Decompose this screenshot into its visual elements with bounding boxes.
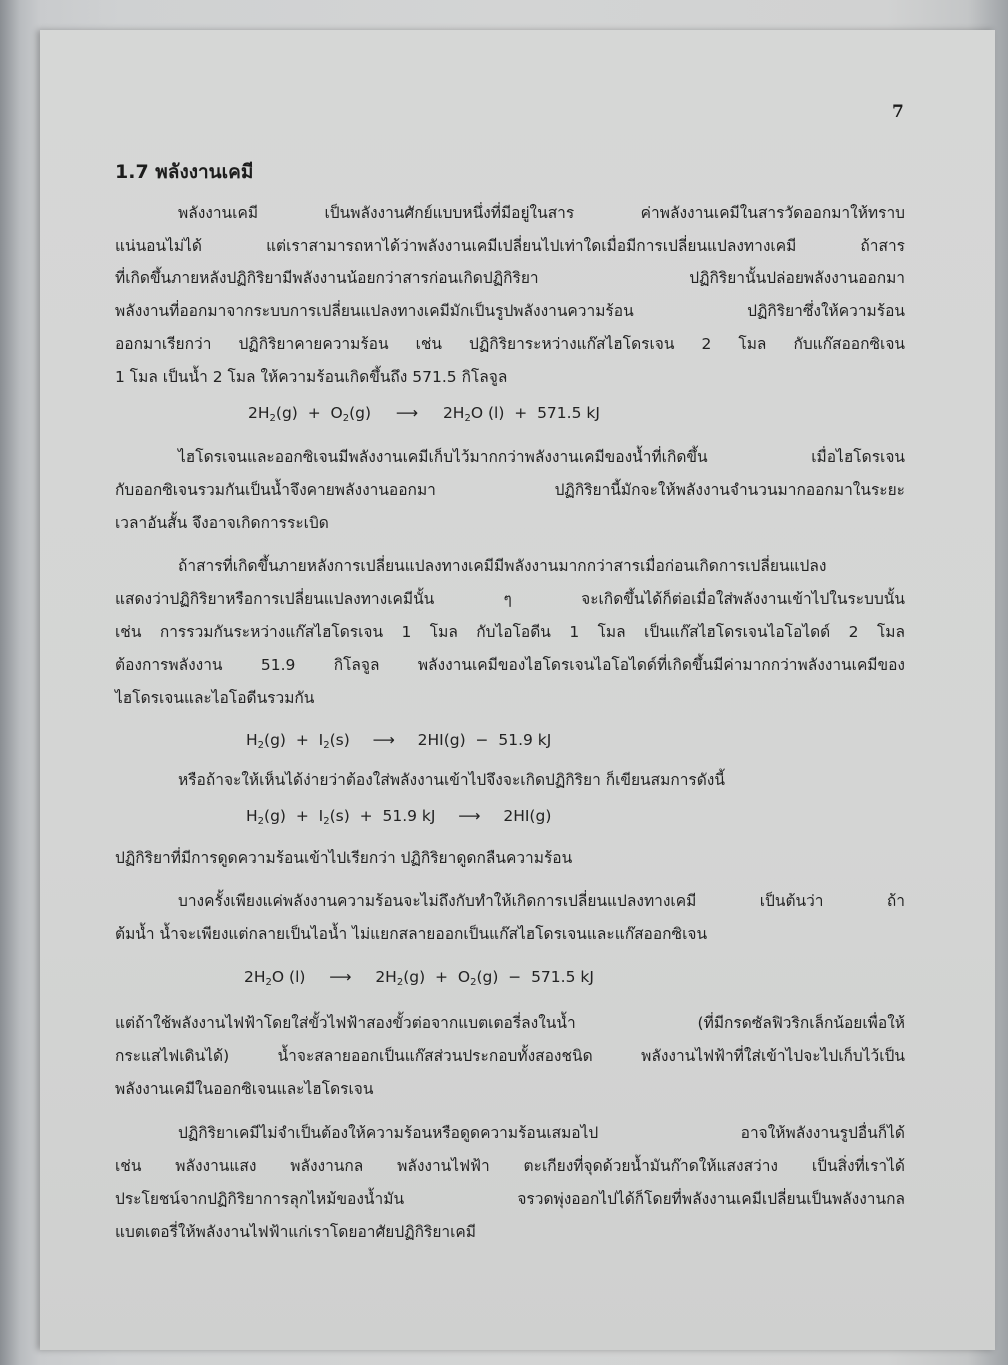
paragraph-line: เช่น พลังงานแสง พลังงานกล พลังงานไฟฟ้า ตะเกียงที่จุดด้วยน้ำมันก๊าดให้แสงสว่าง เป็นสิ่งที่เราได้ <box>115 1157 905 1175</box>
paragraph-line: กับออกซิเจนรวมกันเป็นน้ำจึงคายพลังงานออกมา ปฏิกิริยานี้มักจะให้พลังงานจำนวนมากออกมาในระยะ <box>115 481 905 499</box>
paragraph-line: แบตเตอรี่ให้พลังงานไฟฟ้าแก่เราโดยอาศัยปฏิกิริยาเคมี <box>115 1223 477 1241</box>
page-number: 7 <box>892 102 904 122</box>
paragraph-line: ต้มน้ำ น้ำจะเพียงแต่กลายเป็นไอน้ำ ไม่แยกสลายออกเป็นแก๊สไฮโดรเจนและแก๊สออกซิเจน <box>115 925 708 943</box>
paragraph-line: แต่ถ้าใช้พลังงานไฟฟ้าโดยใส่ขั้วไฟฟ้าสองขั้วต่อจากแบตเตอรี่ลงในน้ำ (ที่มีกรดซัลฟิวริกเล็กน้อยเพื่อให้ <box>115 1014 905 1032</box>
reaction-arrow-icon: ⟶ <box>395 404 419 422</box>
paragraph-line: ไฮโดรเจนและออกซิเจนมีพลังงานเคมีเก็บไว้มากกว่าพลังงานเคมีของน้ำที่เกิดขึ้น เมื่อไฮโดรเจน <box>178 448 905 466</box>
paragraph-line: ไฮโดรเจนและไอโอดีนรวมกัน <box>115 689 315 707</box>
paragraph-line: ปฏิกิริยาเคมีไม่จำเป็นต้องให้ความร้อนหรือดูดความร้อนเสมอไป อาจให้พลังงานรูปอื่นก็ได้ <box>178 1124 905 1142</box>
paragraph-line: พลังงานเคมี เป็นพลังงานศักย์แบบหนึ่งที่มีอยู่ในสาร ค่าพลังงานเคมีในสารวัดออกมาให้ทราบ <box>178 204 905 222</box>
paragraph-line: บางครั้งเพียงแค่พลังงานความร้อนจะไม่ถึงกับทำให้เกิดการเปลี่ยนแปลงทางเคมี เป็นต้นว่า ถ้า <box>178 892 905 910</box>
paragraph-line: แน่นอนไม่ได้ แต่เราสามารถหาได้ว่าพลังงานเคมีเปลี่ยนไปเท่าใดเมื่อมีการเปลี่ยนแปลงทางเคมี ถ้าสาร <box>115 237 905 255</box>
paragraph-line: แสดงว่าปฏิกิริยาหรือการเปลี่ยนแปลงทางเคมีนั้น ๆ จะเกิดขึ้นได้ก็ต่อเมื่อใส่พลังงานเข้าไปในระบบนั้น <box>115 590 905 608</box>
paragraph-line: ออกมาเรียกว่า ปฏิกิริยาคายความร้อน เช่น ปฏิกิริยาระหว่างแก๊สไฮโดรเจน 2 โมล กับแก๊สออกซิเจน <box>115 335 905 353</box>
equation-hi-energy-input: $H_2(g) + I_2(s) + 51.9$ kJ ⟶ 2HI(g) <box>246 807 552 827</box>
paragraph-line: ถ้าสารที่เกิดขึ้นภายหลังการเปลี่ยนแปลงทางเคมีมีพลังงานมากกว่าสารเมื่อก่อนเกิดการเปลี่ยนแปลง <box>178 557 827 575</box>
paragraph-line: เช่น การรวมกันระหว่างแก๊สไฮโดรเจน 1 โมล กับไอโอดีน 1 โมล เป็นแก๊สไฮโดรเจนไอโอไดด์ 2 โมล <box>115 623 905 641</box>
reaction-arrow-icon: ⟶ <box>329 968 352 986</box>
paragraph-line: พลังงานที่ออกมาจากระบบการเปลี่ยนแปลงทางเคมีมักเป็นรูปพลังงานความร้อน ปฏิกิริยาซึ่งให้ความร้อน <box>115 302 905 320</box>
paragraph-line: หรือถ้าจะให้เห็นได้ง่ายว่าต้องใส่พลังงานเข้าไปจึงจะเกิดปฏิกิริยา ก็เขียนสมการดังนี้ <box>178 771 725 789</box>
reaction-arrow-icon: ⟶ <box>372 731 395 749</box>
paragraph-line: ต้องการพลังงาน 51.9 กิโลจูล พลังงานเคมีของไฮโดรเจนไอโอไดด์ที่เกิดขึ้นมีค่ามากกว่าพลังงานเคมีของ <box>115 656 905 674</box>
equation-hi-formation: $H_2(g) + I_2(s)$ ⟶ 2HI(g) − 51.9 kJ <box>246 731 552 751</box>
paragraph-line: 1 โมล เป็นน้ำ 2 โมล ให้ความร้อนเกิดขึ้นถึง 571.5 กิโลจูล <box>115 368 508 386</box>
reaction-arrow-icon: ⟶ <box>458 807 481 825</box>
paragraph-line: กระแสไฟเดินได้) น้ำจะสลายออกเป็นแก๊สส่วนประกอบทั้งสองชนิด พลังงานไฟฟ้าที่ใส่เข้าไปจะไปเก็บไว้เป็น <box>115 1047 905 1065</box>
section-heading: 1.7 พลังงานเคมี <box>115 161 254 183</box>
equation-water-decomposition: $2H_2O$ (l) ⟶ $2H_2(g) + O_2(g) - 571.5$ kJ <box>244 968 594 988</box>
paragraph-line: ปฏิกิริยาที่มีการดูดความร้อนเข้าไปเรียกว่า ปฏิกิริยาดูดกลืนความร้อน <box>115 849 573 867</box>
paragraph-line: ประโยชน์จากปฏิกิริยาการลุกไหม้ของน้ำมัน จรวดพุ่งออกไปได้ก็โดยที่พลังงานเคมีเปลี่ยนเป็นพลังงานกล <box>115 1190 905 1208</box>
paragraph-line: ที่เกิดขึ้นภายหลังปฏิกิริยามีพลังงานน้อยกว่าสารก่อนเกิดปฏิกิริยา ปฏิกิริยานั้นปล่อยพลังงานออกมา <box>115 269 905 287</box>
equation-water-formation: $2H_2(g) + O_2(g)$ ⟶ $2H_2O$ (l) + 571.5 kJ <box>248 404 600 424</box>
paragraph-line: พลังงานเคมีในออกซิเจนและไฮโดรเจน <box>115 1080 374 1098</box>
paragraph-line: เวลาอันสั้น จึงอาจเกิดการระเบิด <box>115 514 329 532</box>
